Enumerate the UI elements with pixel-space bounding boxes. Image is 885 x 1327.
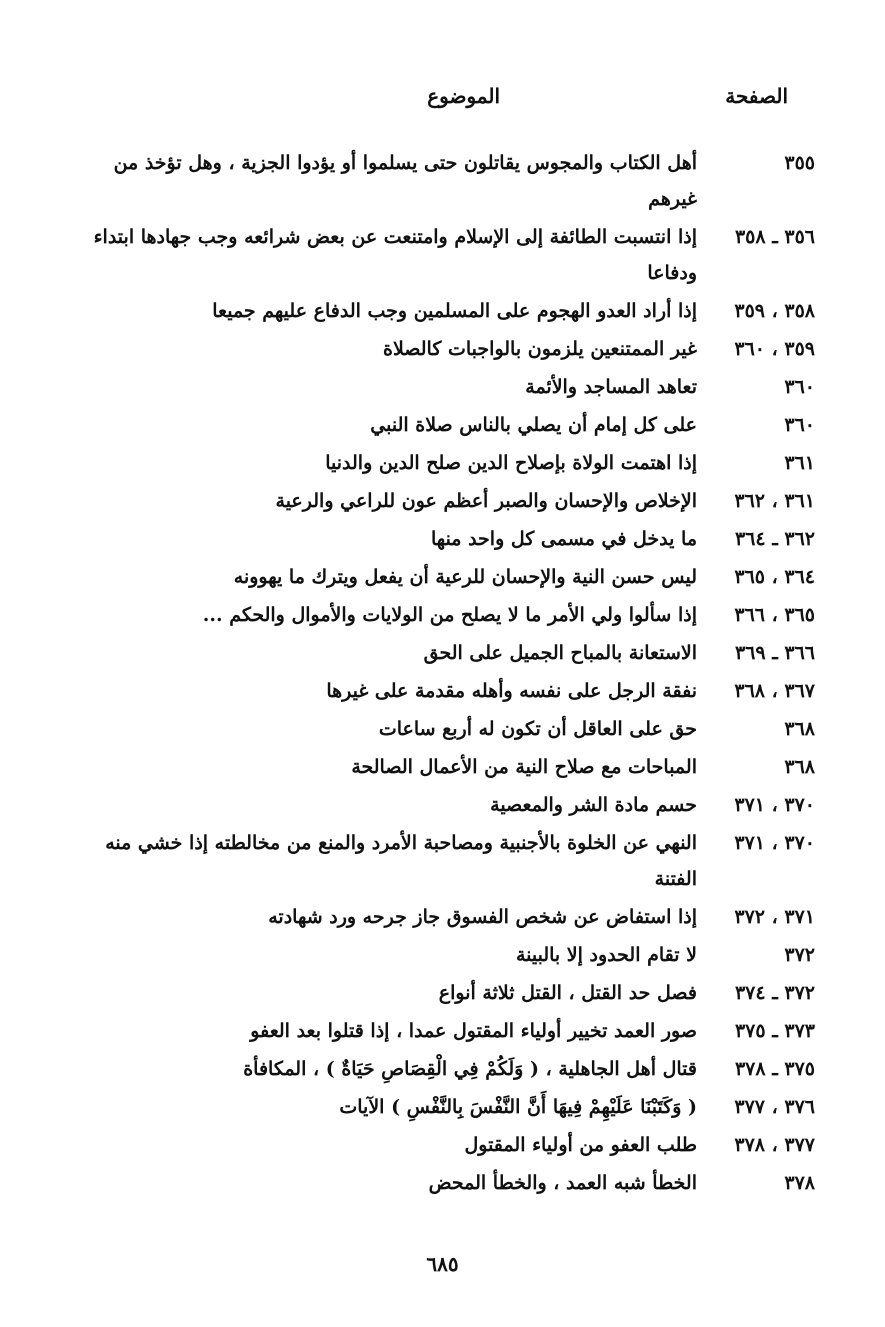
entry-topic: حق على العاقل أن تكون له أربع ساعات [378, 718, 697, 740]
index-entry [70, 1013, 815, 1049]
entry-page-ref: ٣٦٢ ـ ٣٦٤ [734, 528, 815, 550]
index-entry [70, 787, 815, 823]
entry-page-ref: ٣٦٨ [784, 718, 815, 740]
entry-page-ref: ٣٥٩ ، ٣٦٠ [734, 338, 815, 360]
entry-page-ref: ٣٦١ ، ٣٦٢ [734, 490, 815, 512]
index-entry [70, 825, 815, 897]
page-number: ٦٨٥ [426, 1252, 459, 1276]
entry-page-ref: ٣٧٢ ـ ٣٧٤ [734, 982, 815, 1004]
entry-topic: على كل إمام أن يصلي بالناس صلاة النبي [370, 414, 697, 436]
index-entry [70, 937, 815, 973]
entry-page-ref: ٣٧٦ ، ٣٧٧ [734, 1096, 815, 1118]
index-entry [70, 219, 815, 291]
index-entry [70, 711, 815, 747]
index-entry [70, 673, 815, 709]
entry-page-ref: ٣٦٥ ، ٣٦٦ [734, 604, 815, 626]
entry-page-ref: ٣٧٥ ـ ٣٧٨ [734, 1058, 815, 1080]
entry-topic: إذا أراد العدو الهجوم على المسلمين وجب الدفاع عليهم جميعا [212, 300, 697, 322]
entry-page-ref: ٣٧٣ ـ ٣٧٥ [734, 1020, 815, 1042]
index-entry [70, 635, 815, 671]
topic-column-header: الموضوع [427, 84, 500, 108]
index-entry [70, 521, 815, 557]
entry-topic: نفقة الرجل على نفسه وأهله مقدمة على غيرها [326, 680, 697, 702]
entry-page-ref: ٣٧٧ ، ٣٧٨ [734, 1134, 815, 1156]
index-entry [70, 1089, 815, 1125]
entry-topic: المباحات مع صلاح النية من الأعمال الصالحة [351, 756, 697, 778]
entry-topic: ليس حسن النية والإحسان للرعية أن يفعل ويترك ما يهوونه [233, 566, 697, 588]
entry-topic: الخطأ شبه العمد ، والخطأ المحض [428, 1172, 697, 1194]
index-entry [70, 293, 815, 329]
entry-topic: قتال أهل الجاهلية ، ( وَلَكُمْ فِي الْقِصَاصِ حَيَاةٌ ) ، المكافأة [243, 1058, 697, 1080]
entry-page-ref: ٣٦٧ ، ٣٦٨ [734, 680, 815, 702]
index-entry [70, 1165, 815, 1201]
index-entries [70, 145, 815, 1203]
index-entry [70, 369, 815, 405]
entry-topic: ما يدخل في مسمى كل واحد منها [431, 528, 697, 550]
entry-topic: الاستعانة بالمباح الجميل على الحق [423, 642, 697, 664]
entry-topic: صور العمد تخيير أولياء المقتول عمدا ، إذا قتلوا بعد العفو [250, 1020, 697, 1042]
entry-topic: إذا انتسبت الطائفة إلى الإسلام وامتنعت عن بعض شرائعه وجب جهادها ابتداء ودفاعا [93, 226, 697, 284]
index-entry [70, 1051, 815, 1087]
entry-topic: إذا استفاض عن شخص الفسوق جاز جرحه ورد شهادته [268, 906, 697, 928]
entry-page-ref: ٣٥٥ [784, 152, 815, 174]
entry-page-ref: ٣٦٤ ، ٣٦٥ [734, 566, 815, 588]
entry-topic: الإخلاص والإحسان والصبر أعظم عون للراعي والرعية [275, 490, 697, 512]
index-entry [70, 749, 815, 785]
index-entry [70, 145, 815, 217]
index-entry [70, 407, 815, 443]
entry-page-ref: ٣٥٨ ، ٣٥٩ [734, 300, 815, 322]
entry-page-ref: ٣٦٠ [784, 414, 815, 436]
entry-topic: تعاهد المساجد والأئمة [525, 376, 697, 398]
entry-page-ref: ٣٦٦ ـ ٣٦٩ [734, 642, 815, 664]
index-entry [70, 483, 815, 519]
entry-page-ref: ٣٥٦ ـ ٣٥٨ [734, 226, 815, 248]
index-entry [70, 1127, 815, 1163]
entry-topic: حسم مادة الشر والمعصية [490, 794, 697, 816]
entry-page-ref: ٣٧٠ ، ٣٧١ [734, 794, 815, 816]
entry-topic: طلب العفو من أولياء المقتول [464, 1134, 697, 1156]
entry-page-ref: ٣٧٠ ، ٣٧١ [734, 832, 815, 854]
entry-topic: فصل حد القتل ، القتل ثلاثة أنواع [438, 982, 697, 1004]
entry-topic: إذا سألوا ولي الأمر ما لا يصلح من الولايات والأموال والحكم ... [202, 604, 697, 626]
index-entry [70, 597, 815, 633]
index-entry [70, 899, 815, 935]
page-column-header: الصفحة [725, 84, 788, 108]
entry-page-ref: ٣٧١ ، ٣٧٢ [734, 906, 815, 928]
column-headers [0, 84, 885, 120]
entry-topic: ( وَكَتَبْنَا عَلَيْهِمْ فِيهَا أَنَّ النَّفْسَ بِالنَّفْسِ ) الآيات [339, 1096, 697, 1118]
entry-page-ref: ٣٦٠ [784, 376, 815, 398]
entry-page-ref: ٣٧٢ [784, 944, 815, 966]
entry-topic: أهل الكتاب والمجوس يقاتلون حتى يسلموا أو يؤدوا الجزية ، وهل تؤخذ من غيرهم [113, 152, 697, 210]
index-entry [70, 445, 815, 481]
entry-page-ref: ٣٧٨ [784, 1172, 815, 1194]
index-entry [70, 331, 815, 367]
index-entry [70, 975, 815, 1011]
entry-topic: إذا اهتمت الولاة بإصلاح الدين صلح الدين والدنيا [325, 452, 697, 474]
entry-page-ref: ٣٦٨ [784, 756, 815, 778]
index-entry [70, 559, 815, 595]
entry-page-ref: ٣٦١ [784, 452, 815, 474]
entry-topic: النهي عن الخلوة بالأجنبية ومصاحبة الأمرد والمنع من مخالطته إذا خشي منه الفتنة [105, 832, 697, 890]
entry-topic: غير الممتنعين يلزمون بالواجبات كالصلاة [383, 338, 697, 360]
entry-topic: لا تقام الحدود إلا بالبينة [515, 944, 697, 966]
